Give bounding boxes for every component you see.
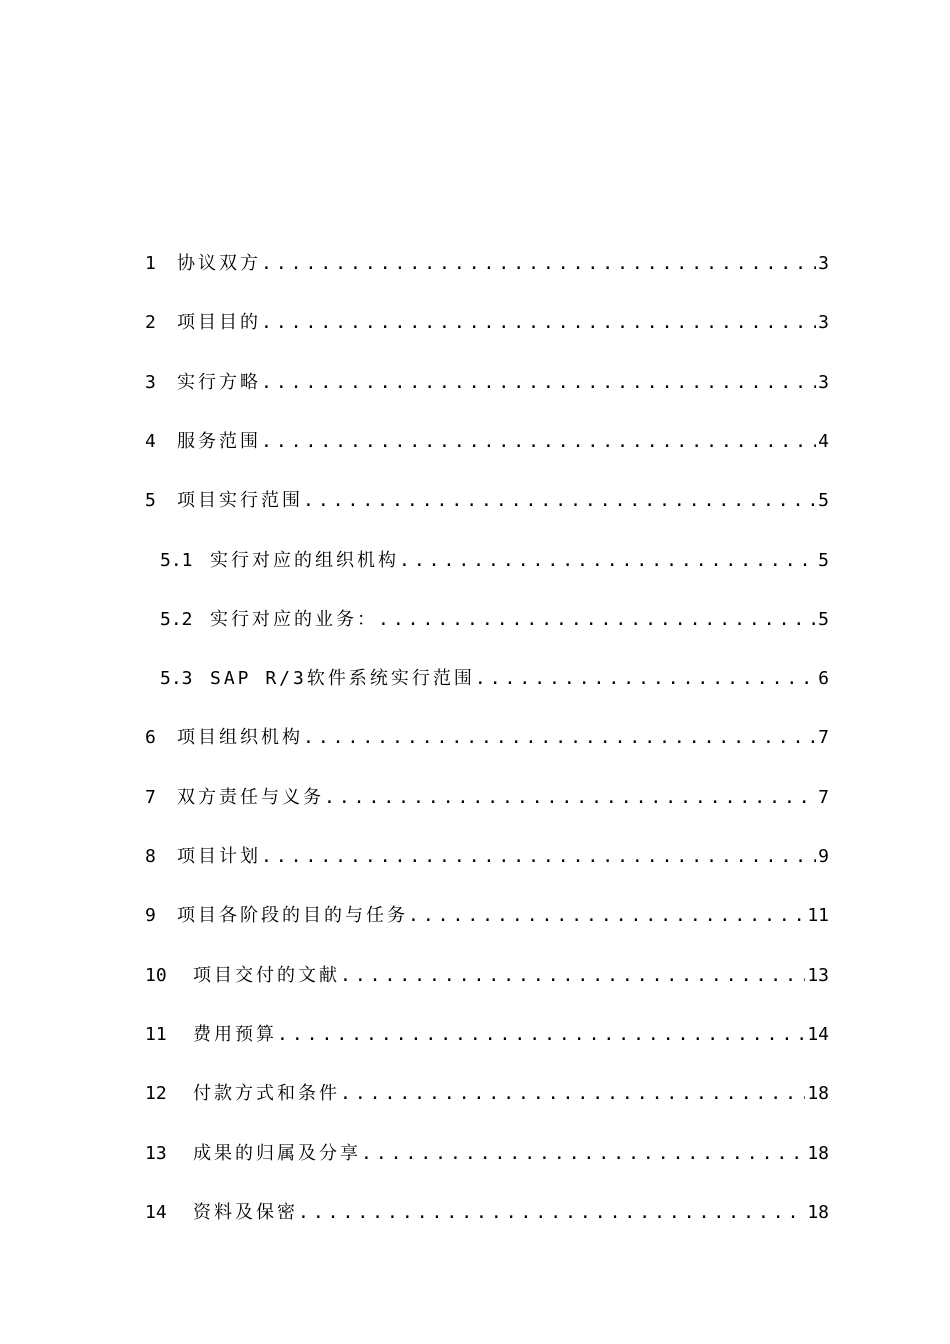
toc-leader-dots (340, 962, 805, 990)
toc-entry-title: 双方责任与义务 (177, 787, 324, 808)
toc-entry-number: 2 (145, 312, 156, 333)
toc-entry-title: 项目目的 (177, 312, 261, 333)
toc-entry-page: 18 (807, 1083, 829, 1104)
toc-leader-dots (378, 606, 816, 634)
toc-leader-dots (261, 250, 816, 278)
toc-entry[interactable] (145, 1080, 829, 1108)
toc-leader-dots (261, 309, 816, 337)
toc-leader-dots (475, 665, 816, 693)
toc-entry-page: 3 (818, 372, 829, 393)
toc-entry[interactable] (145, 1140, 829, 1168)
toc-leader-dots (277, 1021, 805, 1049)
toc-entry[interactable] (145, 1199, 829, 1227)
toc-entry[interactable] (145, 843, 829, 871)
toc-entry[interactable] (145, 962, 829, 990)
toc-entry-title: 项目组织机构 (177, 727, 303, 748)
toc-entry[interactable] (145, 784, 829, 812)
toc-entry-page: 5 (818, 609, 829, 630)
toc-entry-page: 5 (818, 490, 829, 511)
toc-leader-dots (261, 843, 816, 871)
toc-entry[interactable] (145, 250, 829, 278)
toc-entry-title: 费用预算 (193, 1024, 277, 1045)
toc-leader-dots (261, 428, 816, 456)
toc-entry-number: 11 (145, 1024, 167, 1045)
toc-entry-title: 协议双方 (177, 253, 261, 274)
toc-entry-number: 5.1 (160, 550, 193, 571)
toc-entry-number: 7 (145, 787, 156, 808)
toc-entry-title: 实行对应的组织机构 (210, 550, 399, 571)
toc-entry-title: 服务范围 (177, 431, 261, 452)
toc-entry[interactable] (145, 902, 829, 930)
toc-entry[interactable] (160, 606, 829, 634)
toc-entry-page: 7 (818, 787, 829, 808)
toc-entry-page: 4 (818, 431, 829, 452)
toc-leader-dots (303, 487, 816, 515)
toc-leader-dots (324, 784, 816, 812)
toc-entry-number: 4 (145, 431, 156, 452)
toc-leader-dots (261, 369, 816, 397)
toc-entry-page: 13 (807, 965, 829, 986)
toc-leader-dots (361, 1140, 805, 1168)
toc-entry-number: 12 (145, 1083, 167, 1104)
toc-entry-title: 项目计划 (177, 846, 261, 867)
toc-entry-number: 5.3 (160, 668, 193, 689)
toc-leader-dots (303, 724, 816, 752)
toc-leader-dots (298, 1199, 805, 1227)
toc-entry-title: 项目实行范围 (177, 490, 303, 511)
toc-entry[interactable] (145, 428, 829, 456)
toc-entry[interactable] (145, 724, 829, 752)
toc-entry-page: 5 (818, 550, 829, 571)
toc-entry-number: 5 (145, 490, 156, 511)
toc-leader-dots (399, 547, 816, 575)
toc-entry-page: 11 (807, 905, 829, 926)
toc-entry-title: SAP R/3软件系统实行范围 (210, 668, 475, 689)
toc-entry-number: 1 (145, 253, 156, 274)
toc-entry-page: 18 (807, 1143, 829, 1164)
toc-entry-title: 付款方式和条件 (193, 1083, 340, 1104)
toc-entry[interactable] (145, 369, 829, 397)
toc-entry[interactable] (145, 309, 829, 337)
toc-entry-page: 3 (818, 253, 829, 274)
toc-entry-page: 3 (818, 312, 829, 333)
toc-entry-page: 14 (807, 1024, 829, 1045)
toc-entry-title: 资料及保密 (193, 1202, 298, 1223)
toc-entry[interactable] (145, 487, 829, 515)
toc-entry-page: 9 (818, 846, 829, 867)
toc-entry-number: 3 (145, 372, 156, 393)
toc-entry-title: 成果的归属及分享 (193, 1143, 361, 1164)
toc-entry-number: 5.2 (160, 609, 193, 630)
toc-entry-title: 项目各阶段的目的与任务 (177, 905, 408, 926)
toc-entry-page: 6 (818, 668, 829, 689)
toc-entry-title: 项目交付的文献 (193, 965, 340, 986)
toc-entry[interactable] (145, 1021, 829, 1049)
toc-entry-page: 18 (807, 1202, 829, 1223)
toc-entry-number: 9 (145, 905, 156, 926)
toc-entry[interactable] (160, 547, 829, 575)
toc-entry-number: 13 (145, 1143, 167, 1164)
toc-entry-title: 实行方略 (177, 372, 261, 393)
toc-leader-dots (408, 902, 805, 930)
toc-entry-number: 6 (145, 727, 156, 748)
toc-entry-page: 7 (818, 727, 829, 748)
toc-entry-number: 10 (145, 965, 167, 986)
toc-entry-title: 实行对应的业务： (210, 609, 378, 630)
toc-entry-number: 14 (145, 1202, 167, 1223)
toc-leader-dots (340, 1080, 805, 1108)
toc-entry[interactable] (160, 665, 829, 693)
toc-entry-number: 8 (145, 846, 156, 867)
